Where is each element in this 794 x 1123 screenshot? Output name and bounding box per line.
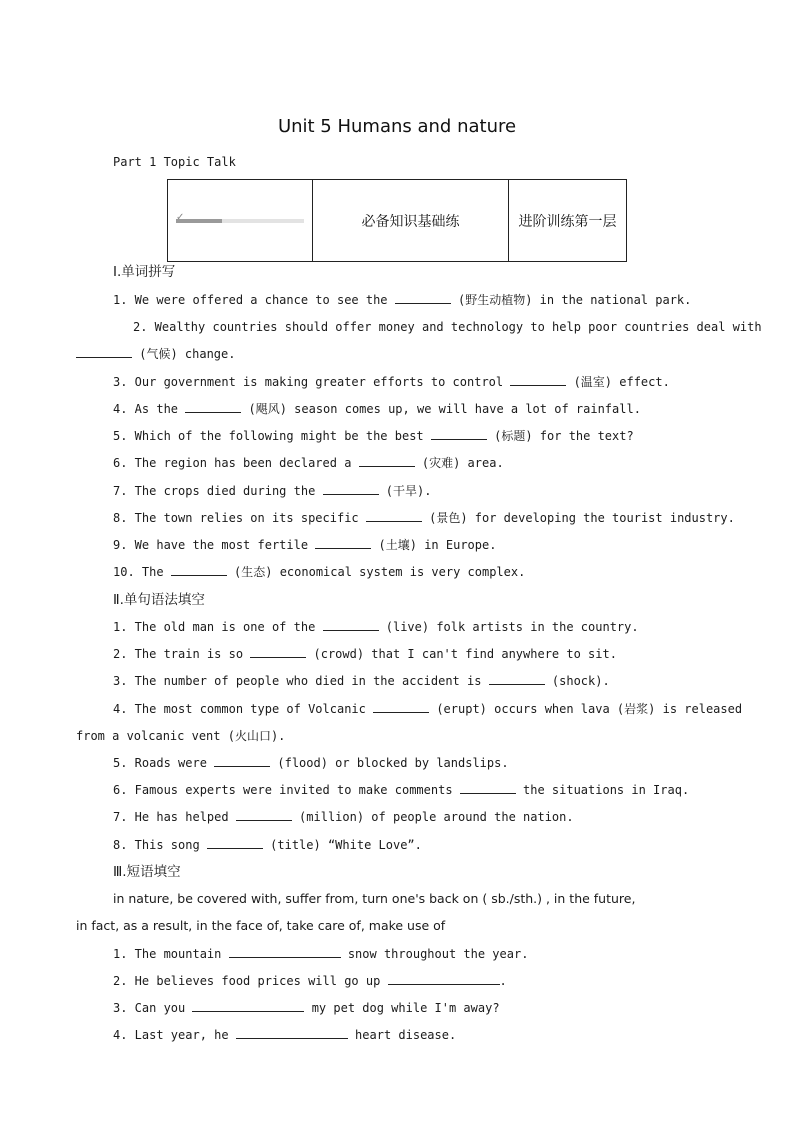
question-text: 10. The	[113, 565, 171, 579]
question-text: 4. The most common type of Volcanic	[113, 702, 374, 716]
question-text: .	[499, 974, 507, 988]
question-1-3	[113, 374, 670, 390]
question-text: 5. Which of the following might be the best	[113, 429, 431, 443]
question-text: 5. Roads were	[113, 756, 215, 770]
question-2-4	[113, 701, 742, 717]
question-text: (crowd) that I can't find anywhere to sit.	[306, 647, 617, 661]
phrase-bank-line-1: in nature, be covered with, suffer from, turn one's back on ( sb./sth.) , in the future,	[113, 891, 636, 906]
answer-blank[interactable]	[510, 374, 566, 386]
answer-blank[interactable]	[489, 673, 545, 685]
section-heading-grammar: Ⅱ.单句语法填空	[113, 592, 205, 608]
question-text: (景色) for developing the tourist industry.	[421, 511, 735, 525]
question-3-1	[113, 946, 528, 962]
answer-blank[interactable]	[236, 1027, 348, 1039]
part-label: Part 1 Topic Talk	[113, 155, 236, 169]
question-text: (title) “White Love”.	[262, 838, 422, 852]
question-2-5	[113, 755, 509, 771]
question-text: 1. The old man is one of the	[113, 620, 323, 634]
header-table	[167, 179, 627, 262]
question-text: 8. The town relies on its specific	[113, 511, 366, 525]
answer-blank[interactable]	[323, 483, 379, 495]
question-2-8	[113, 837, 422, 853]
answer-blank[interactable]	[323, 619, 379, 631]
question-3-3	[113, 1000, 500, 1016]
question-text: heart disease.	[347, 1028, 457, 1042]
question-text: (灾难) area.	[414, 456, 504, 470]
answer-blank[interactable]	[388, 973, 500, 985]
question-3-4	[113, 1027, 456, 1043]
question-text: 1. We were offered a chance to see the	[113, 293, 395, 307]
question-2-2	[113, 646, 617, 662]
answer-blank[interactable]	[315, 537, 371, 549]
answer-blank[interactable]	[76, 346, 132, 358]
question-text: (shock).	[544, 674, 610, 688]
header-cell-advanced: 进阶训练第一层	[509, 180, 627, 262]
question-text: 2. He believes food prices will go up	[113, 974, 388, 988]
question-text: (erupt) occurs when lava (岩浆) is released	[429, 702, 743, 716]
question-1-5	[113, 428, 634, 444]
question-text: (million) of people around the nation.	[291, 810, 574, 824]
answer-blank[interactable]	[236, 809, 292, 821]
question-text: 6. Famous experts were invited to make comments	[113, 783, 460, 797]
question-text: 3. Our government is making greater efforts to control	[113, 375, 511, 389]
question-1-7	[113, 483, 431, 499]
section-heading-phrases: Ⅲ.短语填空	[113, 864, 181, 880]
answer-blank[interactable]	[431, 428, 487, 440]
answer-blank[interactable]	[359, 455, 415, 467]
question-text: (生态) economical system is very complex.	[226, 565, 526, 579]
question-1-8	[113, 510, 735, 526]
answer-blank[interactable]	[192, 1000, 304, 1012]
answer-blank[interactable]	[250, 646, 306, 658]
progress-cell	[168, 180, 313, 262]
question-1-10	[113, 564, 525, 580]
question-text: (野生动植物) in the national park.	[450, 293, 692, 307]
question-text: 7. He has helped	[113, 810, 236, 824]
question-text: snow throughout the year.	[340, 947, 529, 961]
answer-blank[interactable]	[395, 292, 451, 304]
question-3-2	[113, 973, 507, 989]
answer-blank[interactable]	[366, 510, 422, 522]
question-text: 2. The train is so	[113, 647, 251, 661]
question-1-9	[113, 537, 496, 553]
question-text: 7. The crops died during the	[113, 484, 323, 498]
question-text: my pet dog while I'm away?	[304, 1001, 500, 1015]
progress-bar	[176, 211, 304, 226]
question-1-4	[113, 401, 641, 417]
question-text: (温室) effect.	[566, 375, 670, 389]
question-1-2-cont	[76, 346, 235, 362]
question-text: (flood) or blocked by landslips.	[270, 756, 509, 770]
answer-blank[interactable]	[214, 755, 270, 767]
question-text: 9. We have the most fertile	[113, 538, 316, 552]
question-text: (干旱).	[378, 484, 432, 498]
question-text: 8. This song	[113, 838, 207, 852]
question-text: (live) folk artists in the country.	[378, 620, 639, 634]
question-text: 1. The mountain	[113, 947, 229, 961]
question-2-1	[113, 619, 639, 635]
answer-blank[interactable]	[185, 401, 241, 413]
page-title: Unit 5 Humans and nature	[277, 116, 517, 137]
question-2-6	[113, 782, 689, 798]
question-text: (标题) for the text?	[486, 429, 634, 443]
question-text: (气候) change.	[132, 347, 236, 361]
question-2-4-cont: from a volcanic vent (火山口).	[76, 729, 286, 743]
answer-blank[interactable]	[207, 837, 263, 849]
answer-blank[interactable]	[229, 946, 341, 958]
question-text: (土壤) in Europe.	[371, 538, 497, 552]
header-cell-basic: 必备知识基础练	[313, 180, 509, 262]
question-text: 3. Can you	[113, 1001, 193, 1015]
question-2-3	[113, 673, 610, 689]
question-text: 4. As the	[113, 402, 186, 416]
question-2-7	[113, 809, 574, 825]
question-text: 4. Last year, he	[113, 1028, 236, 1042]
question-text: (飓风) season comes up, we will have a lot of rainfall.	[241, 402, 641, 416]
answer-blank[interactable]	[460, 782, 516, 794]
question-text: the situations in Iraq.	[515, 783, 690, 797]
question-1-2: 2. Wealthy countries should offer money and technology to help poor countries deal with	[133, 320, 762, 334]
answer-blank[interactable]	[373, 701, 429, 713]
question-1-6	[113, 455, 504, 471]
question-1-1	[113, 292, 691, 308]
section-heading-spelling: Ⅰ.单词拼写	[113, 264, 176, 280]
answer-blank[interactable]	[171, 564, 227, 576]
check-icon: ✓	[176, 211, 185, 223]
phrase-bank-line-2: in fact, as a result, in the face of, take care of, make use of	[76, 918, 446, 933]
question-text: 6. The region has been declared a	[113, 456, 359, 470]
question-text: 3. The number of people who died in the accident is	[113, 674, 489, 688]
